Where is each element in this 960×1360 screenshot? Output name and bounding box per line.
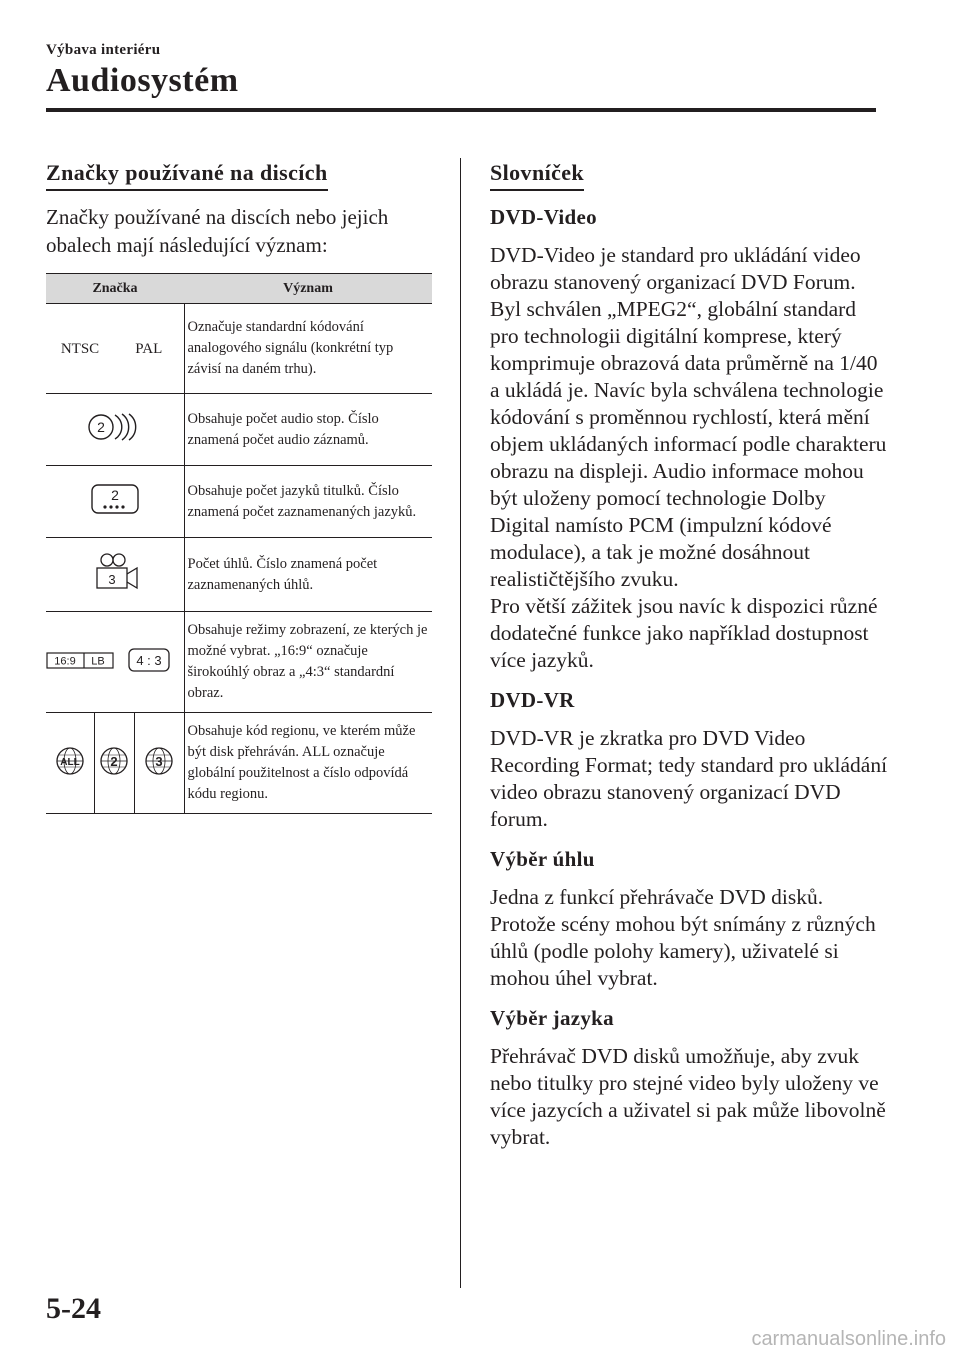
aspect-16-9-lb-icon <box>46 612 114 713</box>
header-mark: Značka <box>46 274 184 304</box>
watermark: carmanualsonline.info <box>751 1328 946 1350</box>
region-3-icon <box>134 713 184 814</box>
glossary-definition: Přehrávač DVD disků umožňuje, aby zvuk nebo titulky pro stejné video byly uloženy ve více jazycích a uživatel si pak může libovolně vybrat. <box>490 1044 886 1149</box>
table-row <box>46 713 432 814</box>
svg-text:2: 2 <box>110 487 119 503</box>
disc-marks-heading: Značky používané na discích <box>46 160 328 191</box>
table-header-row <box>46 274 432 304</box>
region-all-icon <box>46 713 94 814</box>
glossary-definition: DVD-VR je zkratka pro DVD Video Recording Format; tedy standard pro ukládání video obrazu stanovený organizací DVD forum. <box>490 726 888 831</box>
camera-angle-icon <box>46 538 184 612</box>
aspect-4-3-icon <box>114 612 184 713</box>
header-meaning: Význam <box>184 274 432 304</box>
section-label: Výbava interiéru <box>46 42 161 58</box>
svg-text:3: 3 <box>108 572 116 587</box>
symbol-ntsc: NTSC <box>46 304 114 394</box>
meaning-text: Obsahuje kód regionu, ve kterém může být disk přehráván. ALL označuje globální použitelnost a číslo odpovídá kódu regionu. <box>184 713 432 814</box>
meaning-text: Obsahuje počet audio stop. Číslo znamená počet audio záznamů. <box>184 394 432 466</box>
region-2-icon <box>94 713 134 814</box>
svg-text:16:9: 16:9 <box>54 655 76 667</box>
table-row <box>46 394 432 466</box>
svg-text:LB: LB <box>91 655 105 667</box>
table-row <box>46 304 432 394</box>
svg-text:4 : 3: 4 : 3 <box>136 652 162 668</box>
page-title: Audiosystém <box>46 62 239 99</box>
glossary-definition: Pro větší zážitek jsou navíc k dispozici různé dodatečné funkce jako například dostupnost více jazyků. <box>490 594 878 672</box>
meaning-text: Označuje standardní kódování analogového signálu (konkrétní typ závisí na daném trhu). <box>184 304 432 394</box>
meaning-text: Obsahuje počet jazyků titulků. Číslo znamená počet zaznamenaných jazyků. <box>184 466 432 538</box>
svg-text:2: 2 <box>96 419 105 435</box>
glossary-term: Výběr úhlu <box>490 847 595 871</box>
meaning-text: Obsahuje režimy zobrazení, ze kterých je možné vybrat. „16:9“ označuje širokoúhlý obraz a „4:3“ standardní obraz. <box>184 612 432 713</box>
glossary-term: Výběr jazyka <box>490 1006 614 1030</box>
glossary-definition: DVD-Video je standard pro ukládání video obrazu stanovený organizací DVD Forum. Byl schválen „MPEG2“, globální standard pro technologii digitální komprese, který komprimuje obrazová data průměrně na 1/40 a ukládá je. Navíc byla schválena technologie kódování s proměnnou rychlostí, která mění objem ukládaných informací podle charakteru obrazu na displeji. Audio informace mohou být uloženy pomocí technologie Dolby Digital namísto PCM (impulzní kódové modulace), a tak je možné dosáhnout realističtějšího zvuku. <box>490 243 887 591</box>
table-row <box>46 466 432 538</box>
left-column <box>46 160 432 814</box>
svg-text:3: 3 <box>155 753 163 769</box>
glossary-definition: Jedna z funkcí přehrávače DVD disků. Protože scény mohou být snímány z různých úhlů (podle polohy kamery), uživatelé si mohou úhel vybrat. <box>490 885 876 990</box>
header-divider <box>46 108 876 112</box>
svg-text:ALL: ALL <box>60 756 80 768</box>
audio-tracks-icon <box>46 394 184 466</box>
svg-text:2: 2 <box>110 753 118 769</box>
right-column <box>490 160 890 1151</box>
table-row <box>46 612 432 713</box>
glossary-heading: Slovníček <box>490 160 584 191</box>
table-row <box>46 538 432 612</box>
glossary-term: DVD-Video <box>490 205 597 229</box>
glossary-term: DVD-VR <box>490 688 575 712</box>
page-number: 5-24 <box>46 1292 101 1325</box>
symbol-pal: PAL <box>114 304 184 394</box>
disc-marks-table <box>46 273 432 814</box>
meaning-text: Počet úhlů. Číslo znamená počet zaznamenaných úhlů. <box>184 538 432 612</box>
subtitles-icon <box>46 466 184 538</box>
column-divider <box>460 158 461 1288</box>
disc-marks-intro: Značky používané na discích nebo jejich obalech mají následující význam: <box>46 205 389 257</box>
